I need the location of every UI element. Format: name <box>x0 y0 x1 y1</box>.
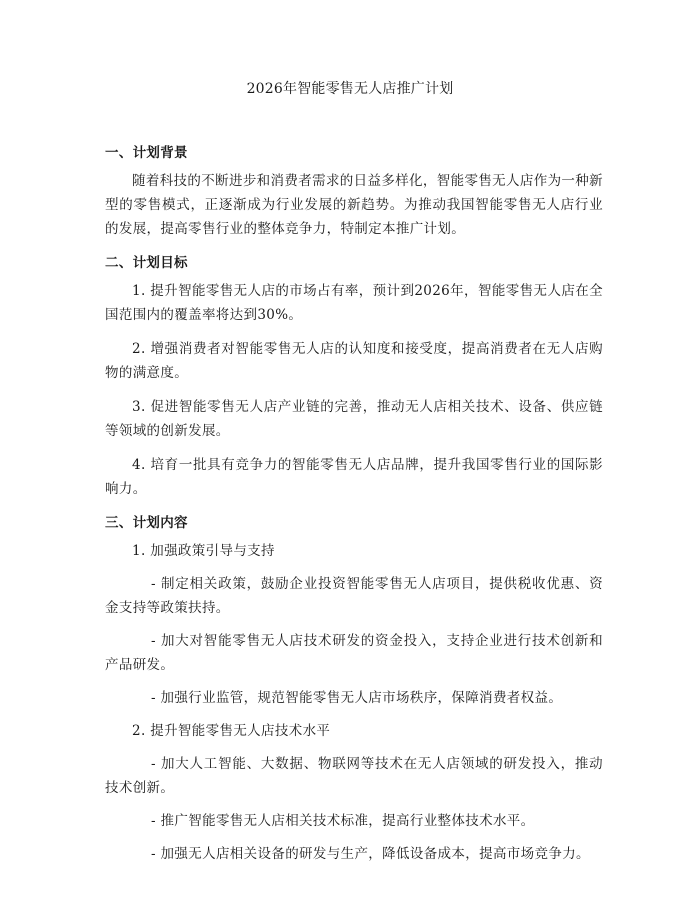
bullet-item: - 加大对智能零售无人店技术研发的资金投入，支持企业进行技术创新和产品研发。 <box>105 633 603 673</box>
bullet-item: - 推广智能零售无人店相关技术标准，提高行业整体技术水平。 <box>151 813 535 829</box>
document-body <box>105 143 603 878</box>
subsection-title: 1. 加强政策引导与支持 <box>132 543 275 559</box>
section-goals <box>105 253 603 501</box>
section-background <box>105 143 603 241</box>
bullet-item: - 加大人工智能、大数据、物联网等技术在无人店领域的研发投入，推动技术创新。 <box>105 756 603 796</box>
section-heading: 一、计划背景 <box>105 145 188 161</box>
bullet-item: - 加强无人店相关设备的研发与生产，降低设备成本，提高市场竞争力。 <box>151 846 590 862</box>
subsection-technology <box>105 719 603 866</box>
paragraph: 随着科技的不断进步和消费者需求的日益多样化，智能零售无人店作为一种新型的零售模式，正逐渐成为行业发展的新趋势。为推动我国智能零售无人店行业的发展，提高零售行业的整体竞争力，特制定本推广计划。 <box>105 173 603 237</box>
section-heading: 三、计划内容 <box>105 515 188 531</box>
bullet-item: - 制定相关政策，鼓励企业投资智能零售无人店项目，提供税收优惠、资金支持等政策扶持。 <box>105 576 603 616</box>
subsection-title: 2. 提升智能零售无人店技术水平 <box>132 723 331 739</box>
section-heading: 二、计划目标 <box>105 255 188 271</box>
subsection-policy <box>105 539 603 710</box>
section-content <box>105 513 603 866</box>
document-title: 2026年智能零售无人店推广计划 <box>246 81 454 97</box>
goal-item: 2. 增强消费者对智能零售无人店的认知度和接受度，提高消费者在无人店购物的满意度。 <box>105 341 603 381</box>
goal-item: 3. 促进智能零售无人店产业链的完善，推动无人店相关技术、设备、供应链等领域的创新发展。 <box>105 399 603 439</box>
bullet-item: - 加强行业监管，规范智能零售无人店市场秩序，保障消费者权益。 <box>151 690 563 706</box>
goal-item: 4. 培育一批具有竞争力的智能零售无人店品牌，提升我国零售行业的国际影响力。 <box>105 457 603 497</box>
goal-item: 1. 提升智能零售无人店的市场占有率，预计到2026年，智能零售无人店在全国范围内的覆盖率将达到30%。 <box>105 283 603 323</box>
